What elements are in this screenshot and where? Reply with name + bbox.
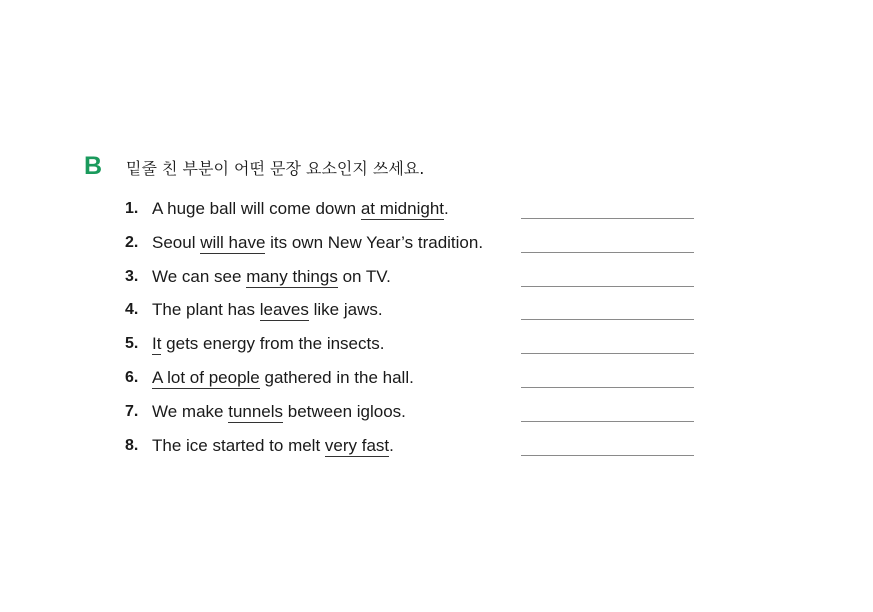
- sentence-text: The plant has: [152, 300, 260, 320]
- question-sentence: [152, 265, 391, 289]
- question-list: [125, 197, 725, 467]
- answer-blank[interactable]: [521, 455, 694, 456]
- question-item: [125, 298, 725, 332]
- underlined-phrase: at midnight: [360, 199, 445, 218]
- question-sentence: [152, 332, 384, 356]
- sentence-text: The ice started to melt: [152, 435, 325, 455]
- sentence-text: gets energy from the insects.: [161, 334, 385, 354]
- underlined-phrase: will have: [200, 232, 266, 252]
- question-item: [125, 332, 725, 366]
- sentence-text: .: [444, 199, 449, 218]
- question-sentence: [152, 400, 406, 424]
- question-number: 5.: [125, 335, 139, 353]
- question-item: [125, 366, 725, 400]
- sentence-text: We make: [152, 401, 229, 421]
- question-item: [125, 434, 725, 468]
- underlined-phrase: It: [152, 334, 162, 354]
- answer-blank[interactable]: [521, 421, 694, 422]
- answer-blank[interactable]: [521, 218, 694, 219]
- question-item: [125, 400, 725, 434]
- question-number: 8.: [125, 436, 139, 454]
- question-number: 6.: [125, 368, 139, 386]
- sentence-text: Seoul: [152, 232, 201, 252]
- question-number: 1.: [125, 200, 139, 217]
- question-sentence: [152, 434, 394, 458]
- sentence-text: We can see: [152, 266, 247, 286]
- question-sentence: [152, 197, 449, 221]
- question-sentence: [152, 231, 483, 255]
- question-item: [125, 197, 725, 231]
- sentence-text: between igloos.: [283, 401, 406, 421]
- underlined-phrase: tunnels: [228, 401, 284, 421]
- answer-blank[interactable]: [521, 319, 694, 320]
- sentence-text: its own New Year’s tradition.: [265, 232, 484, 252]
- section-header: [84, 152, 424, 183]
- answer-blank[interactable]: [521, 353, 694, 354]
- section-letter: B: [84, 152, 103, 180]
- underlined-phrase: very fast: [324, 435, 390, 455]
- underlined-phrase: A lot of people: [152, 367, 260, 387]
- underlined-phrase: leaves: [259, 300, 309, 320]
- question-number: 3.: [125, 267, 139, 285]
- question-number: 2.: [125, 233, 139, 251]
- answer-blank[interactable]: [521, 252, 694, 253]
- answer-blank[interactable]: [521, 286, 694, 287]
- sentence-text: .: [389, 435, 394, 455]
- underlined-phrase: many things: [246, 266, 338, 286]
- question-item: [125, 265, 725, 299]
- sentence-text: on TV.: [337, 266, 391, 286]
- sentence-text: like jaws.: [308, 300, 383, 320]
- question-item: [125, 231, 725, 265]
- instruction-text: 밑줄 친 부분이 어떤 문장 요소인지 쓰세요.: [126, 159, 425, 178]
- sentence-text: A huge ball will come down: [152, 199, 361, 218]
- question-sentence: [152, 298, 383, 322]
- answer-blank[interactable]: [521, 387, 694, 388]
- question-number: 4.: [125, 301, 139, 319]
- question-sentence: [152, 366, 414, 390]
- sentence-text: gathered in the hall.: [259, 367, 414, 387]
- question-number: 7.: [125, 402, 139, 420]
